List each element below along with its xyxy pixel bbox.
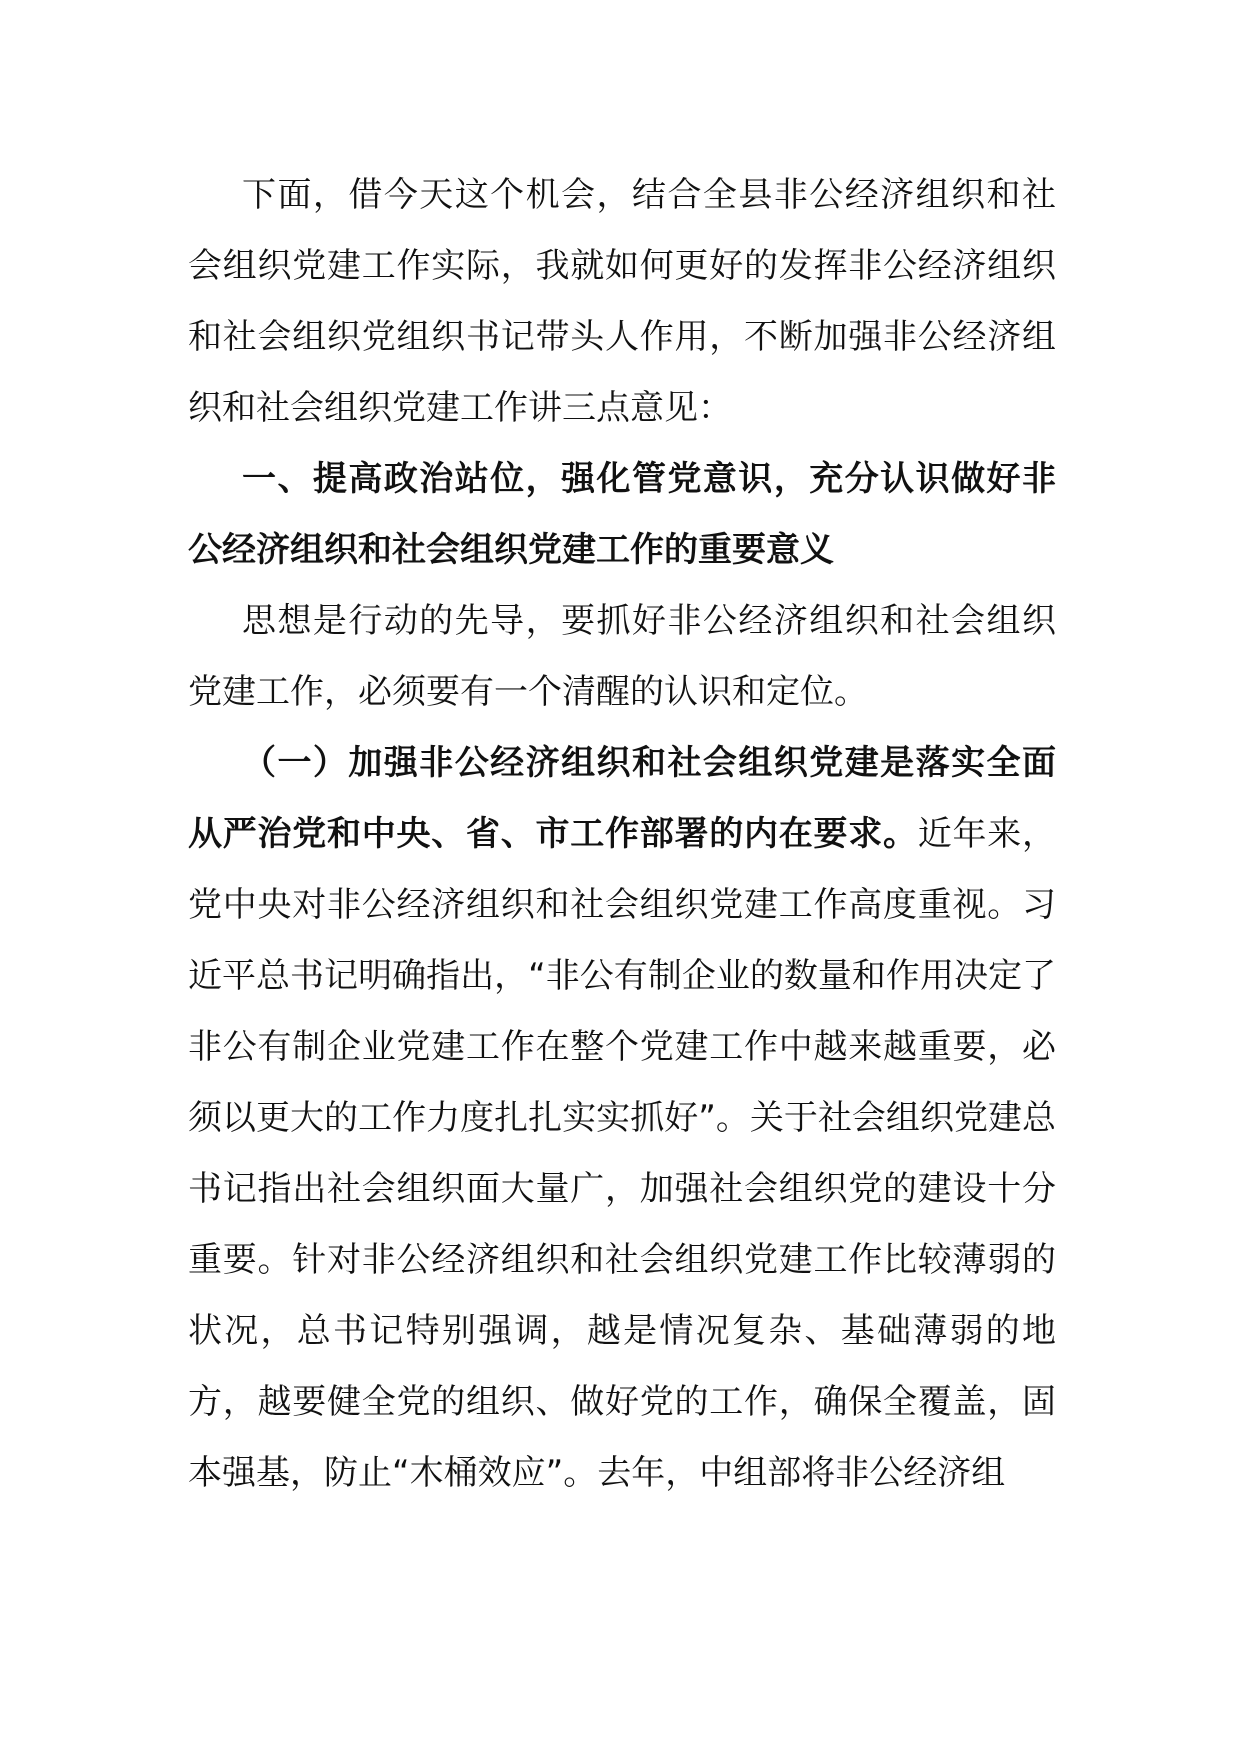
subsection-bold-lead: （一）加强非公经济组织和社会组织党建是落实全面从严治党和中央、省、市工作部署的内在要求。 (188, 743, 1056, 854)
document-body (188, 160, 1056, 1509)
subsection-paragraph (188, 728, 1056, 1509)
subsection-body-text: 近年来，党中央对非公经济组织和社会组织党建工作高度重视。习近平总书记明确指出，“非公有制企业的数量和作用决定了非公有制企业党建工作在整个党建工作中越来越重要，必须以更大的工作力度扎扎实实抓好”。关于社会组织党建总书记指出社会组织面大量广，加强社会组织党的建设十分重要。针对非公经济组织和社会组织党建工作比较薄弱的状况，总书记特别强调，越是情况复杂、基础薄弱的地方，越要健全党的组织、做好党的工作，确保全覆盖，固本强基，防止“木桶效应”。去年，中组部将非公经济组 (188, 814, 1056, 1493)
section-intro-paragraph (188, 586, 1056, 728)
intro-paragraph (188, 160, 1056, 444)
section-heading-text: 一、提高政治站位，强化管党意识，充分认识做好非公经济组织和社会组织党建工作的重要意义 (188, 459, 1056, 570)
section-intro-text: 思想是行动的先导，要抓好非公经济组织和社会组织党建工作，必须要有一个清醒的认识和定位。 (188, 601, 1056, 712)
intro-paragraph-text: 下面，借今天这个机会，结合全县非公经济组织和社会组织党建工作实际，我就如何更好的发挥非公经济组织和社会组织党组织书记带头人作用，不断加强非公经济组织和社会组织党建工作讲三点意见： (188, 175, 1056, 428)
section-heading (188, 444, 1056, 586)
